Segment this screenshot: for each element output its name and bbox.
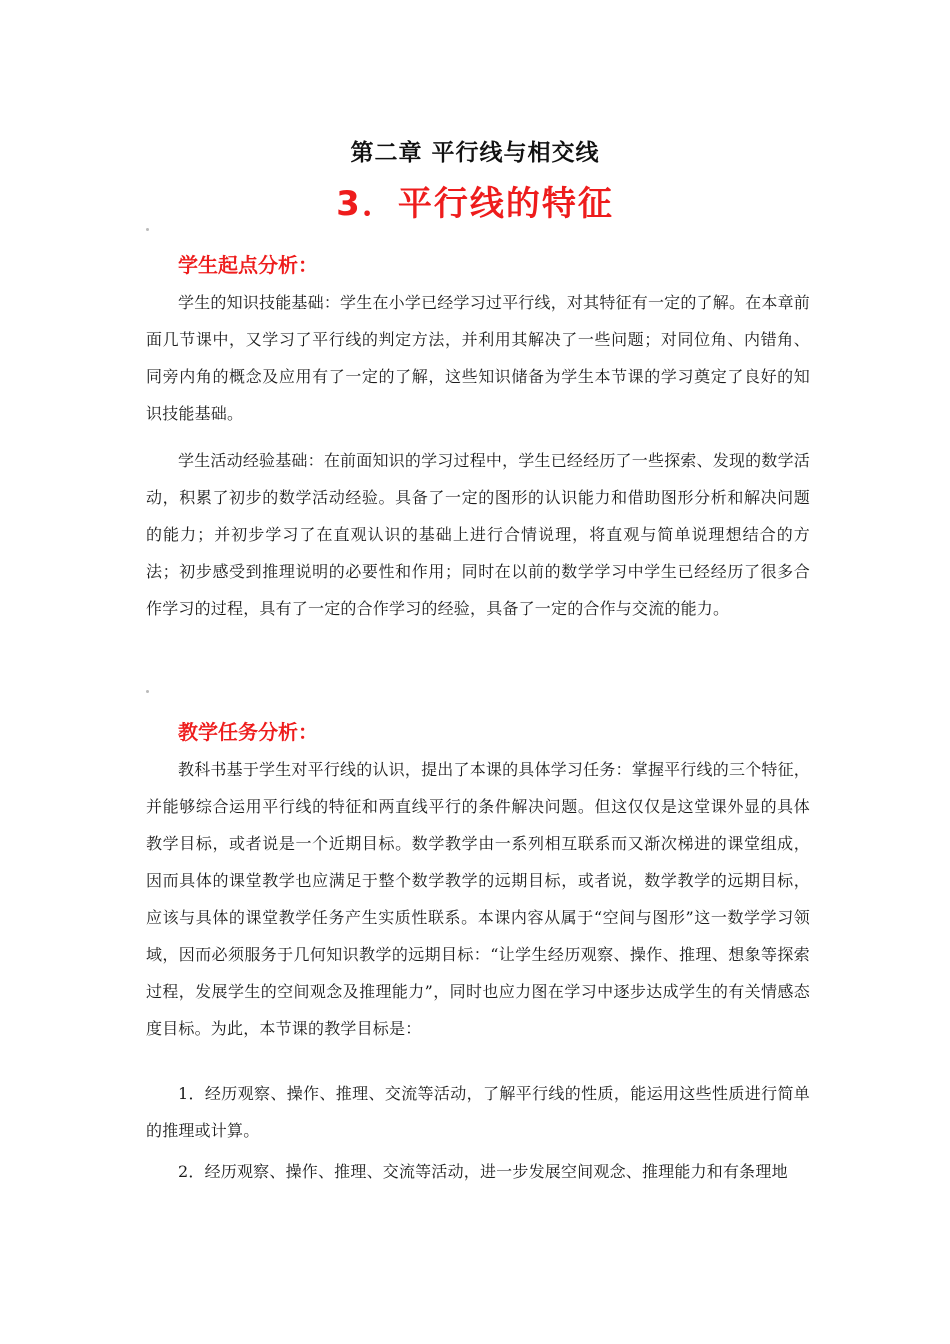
paragraph-knowledge-basis: 学生的知识技能基础：学生在小学已经学习过平行线，对其特征有一定的了解。在本章前面几节课中，又学习了平行线的判定方法，并利用其解决了一些问题；对同位角、内错角、同旁内角的概念及应用有了一定的了解，这些知识储备为学生本节课的学习奠定了良好的知识技能基础。	[146, 293, 810, 423]
paragraph-task-analysis: 教科书基于学生对平行线的认识，提出了本课的具体学习任务：掌握平行线的三个特征，并能够综合运用平行线的特征和两直线平行的条件解决问题。但这仅仅是这堂课外显的具体教学目标，或者说是一个近期目标。数学教学由一系列相互联系而又渐次梯进的课堂组成，因而具体的课堂教学也应满足于整个数学教学的远期目标，或者说，数学教学的远期目标，应该与具体的课堂教学任务产生实质性联系。本课内容从属于“空间与图形”这一数学学习领域，因而必须服务于几何知识教学的远期目标：“让学生经历观察、操作、推理、想象等探索过程，发展学生的空间观念及推理能力”，同时也应力图在学习中逐步达成学生的有关情感态度目标。为此，本节课的教学目标是：	[146, 760, 810, 1038]
margin-mark	[146, 690, 149, 693]
paragraph-objective-2: 2．经历观察、操作、推理、交流等活动，进一步发展空间观念、推理能力和有条理地	[178, 1162, 788, 1181]
margin-mark	[146, 228, 149, 231]
section-heading-student-analysis: 学生起点分析：	[178, 253, 318, 277]
chapter-title: 第二章 平行线与相交线	[350, 140, 600, 166]
section-heading-task-analysis: 教学任务分析：	[178, 720, 318, 744]
paragraph-experience-basis: 学生活动经验基础：在前面知识的学习过程中，学生已经经历了一些探索、发现的数学活动，积累了初步的数学活动经验。具备了一定的图形的认识能力和借助图形分析和解决问题的能力；并初步学习了在直观认识的基础上进行合情说理，将直观与简单说理想结合的方法；初步感受到推理说明的必要性和作用；同时在以前的数学学习中学生已经经历了很多合作学习的过程，具有了一定的合作学习的经验，具备了一定的合作与交流的能力。	[146, 451, 810, 618]
paragraph-objective-1: 1．经历观察、操作、推理、交流等活动，了解平行线的性质，能运用这些性质进行简单的推理或计算。	[146, 1084, 810, 1140]
lesson-title: 3．平行线的特征	[336, 184, 614, 224]
